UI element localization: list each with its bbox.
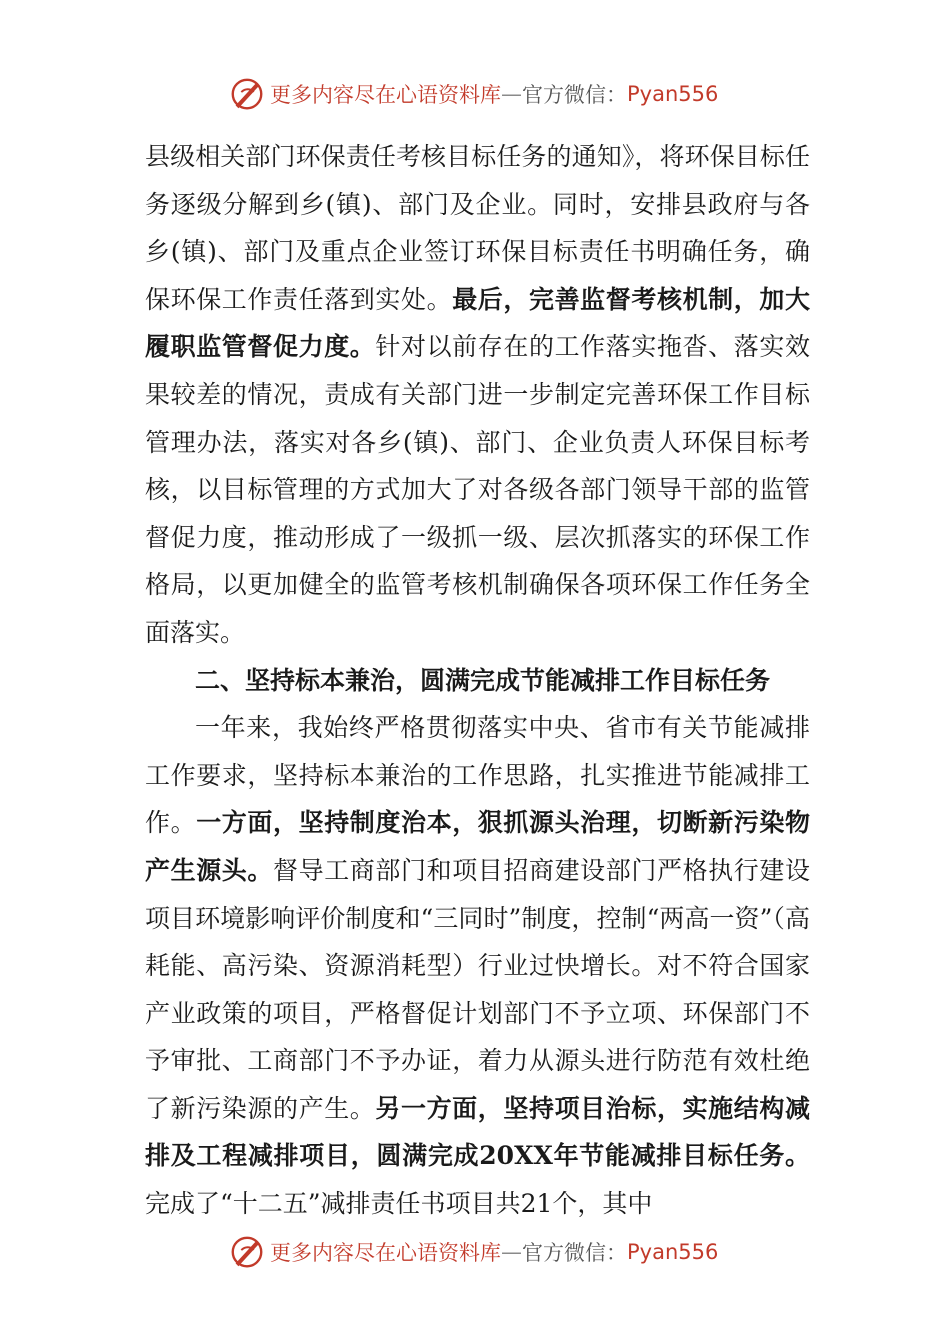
paragraph-text: 县级相关部门环保责任考核目标任务的通知》，将环保目标任务逐级分解到乡(镇)、部门及企业。同时，安排县政府与各乡(镇)、部门及重点企业签订环保目标责任书明确任务，确保环保工作责任落到实处。 <box>145 142 810 314</box>
paragraph-2 <box>145 704 810 1228</box>
watermark-separator: — <box>501 82 522 106</box>
bold-text: 一方面，坚持制度治本，狠抓源头治理，切断新污染物产生源头。 <box>145 808 810 885</box>
paragraph-text: 一年来，我始终严格贯彻落实中央、省市有关节能减排工作要求，坚持标本兼治的工作思路，扎实推进节能减排工作。 <box>145 713 810 838</box>
paragraph-1 <box>145 133 810 657</box>
paragraph-text: 完成了“十二五”减排责任书项目共21个，其中 <box>145 1189 653 1219</box>
watermark-wechat-id: Pyan556 <box>627 82 719 106</box>
pen-logo-icon <box>228 1233 266 1271</box>
watermark-wechat-label: 官方微信： <box>522 83 627 107</box>
bold-text: 另一方面，坚持项目治标，实施结构减排及工程减排项目，圆满完成20XX年节能减排目标任务。 <box>145 1093 810 1171</box>
watermark-wechat-label: 官方微信： <box>522 1241 627 1265</box>
document-body <box>145 133 810 1228</box>
watermark-text: 更多内容尽在心语资料库 <box>270 1241 501 1265</box>
watermark-separator: — <box>501 1240 522 1264</box>
watermark-header <box>228 74 718 114</box>
paragraph-text: 督导工商部门和项目招商建设部门严格执行建设项目环境影响评价制度和“三同时”制度，控制“两高一资”（高耗能、高污染、资源消耗型）行业过快增长。对不符合国家产业政策的项目，严格督促计划部门不予立项、环保部门不予审批、工商部门不予办证，着力从源头进行防范有效杜绝了新污染源的产生。 <box>145 855 810 1123</box>
paragraph-text: 针对以前存在的工作落实拖沓、落实效果较差的情况，责成有关部门进一步制定完善环保工作目标管理办法，落实对各乡(镇)、部门、企业负责人环保目标考核，以目标管理的方式加大了对各级各部门领导干部的监管督促力度，推动形成了一级抓一级、层次抓落实的环保工作格局，以更加健全的监管考核机制确保各项环保工作任务全面落实。 <box>145 332 810 647</box>
bold-text: 最后，完善监督考核机制，加大履职监管督促力度。 <box>145 284 810 362</box>
watermark-footer <box>228 1232 718 1272</box>
pen-logo-icon <box>228 75 266 113</box>
watermark-text: 更多内容尽在心语资料库 <box>270 83 501 107</box>
section-heading: 二、坚持标本兼治，圆满完成节能减排工作目标任务 <box>195 665 771 695</box>
watermark-wechat-id: Pyan556 <box>627 1240 719 1264</box>
